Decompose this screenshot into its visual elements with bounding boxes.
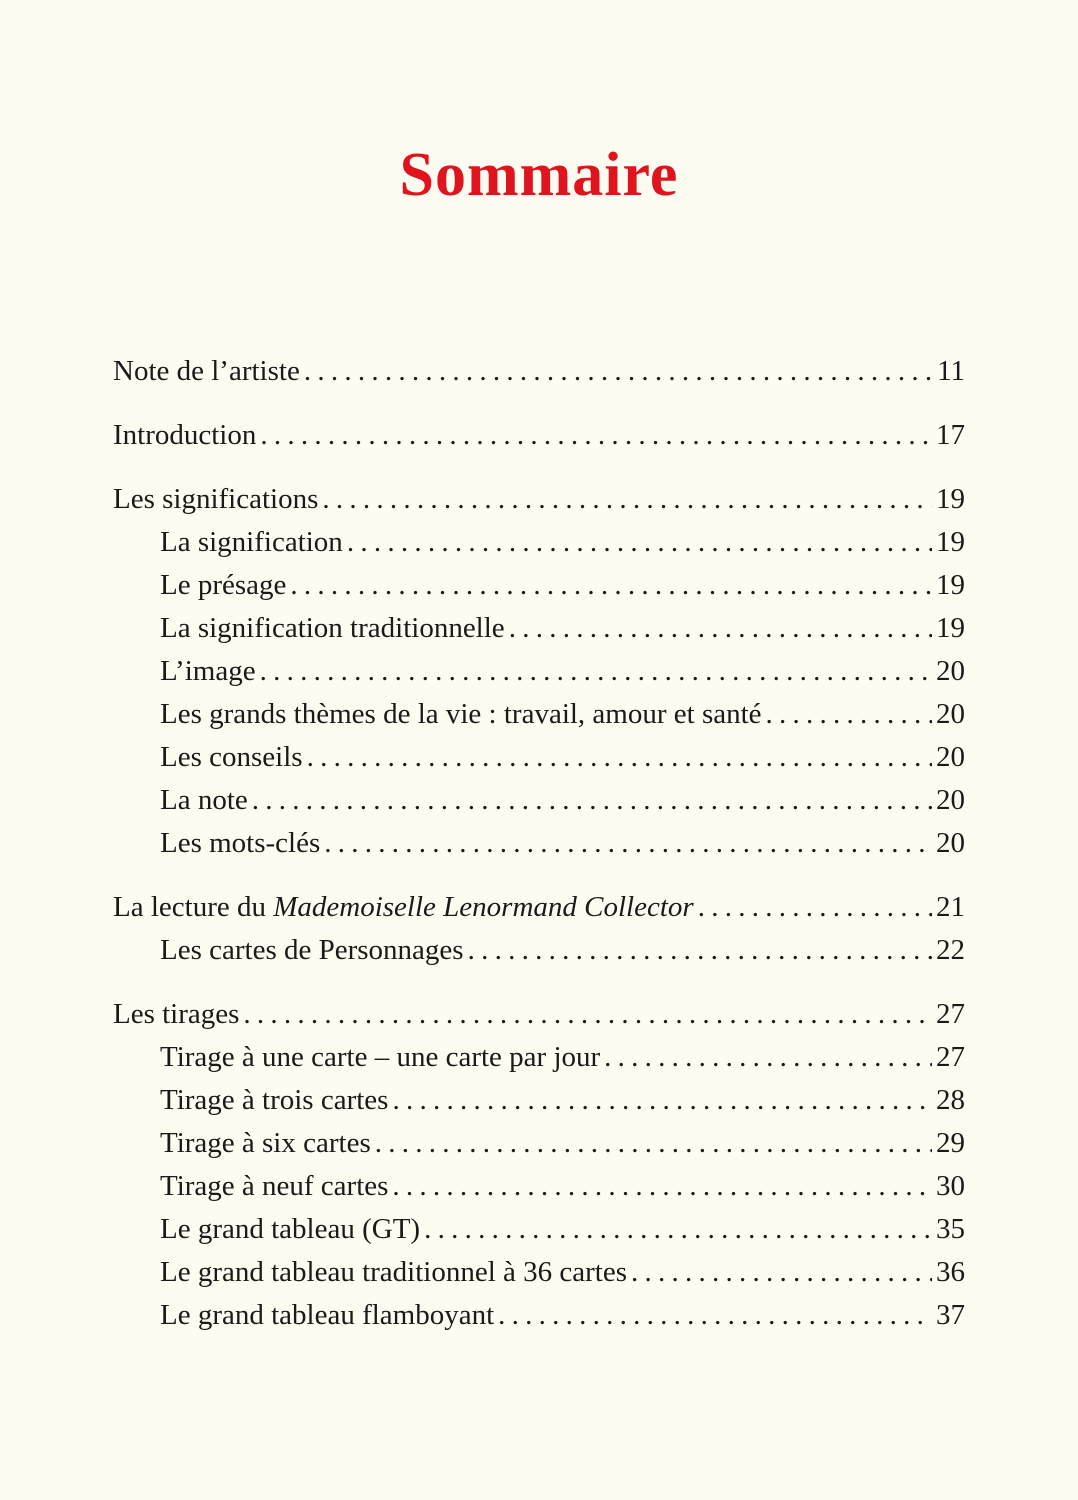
label-text: Le grand tableau traditionnel à 36 cartes [160, 1256, 628, 1288]
label-text: L’image [160, 655, 256, 687]
toc-entry-label [113, 886, 694, 929]
label-text: Les cartes de Personnages [160, 934, 464, 966]
page-number: 27 [936, 1041, 965, 1073]
label-text: Le grand tableau flamboyant [160, 1299, 495, 1331]
label-text: Les conseils [160, 741, 303, 773]
toc-subentry[interactable] [113, 1122, 965, 1165]
toc-entry-label [160, 779, 248, 822]
toc-subentry[interactable] [113, 1208, 965, 1251]
page-number: 27 [936, 998, 965, 1030]
label-text: La note [160, 784, 248, 816]
label-text: Les tirages [113, 998, 240, 1030]
label-text: Note de l’artiste [113, 355, 300, 387]
toc-entry-label [160, 607, 505, 650]
page-number: 19 [936, 612, 965, 644]
label-text: Tirage à neuf cartes [160, 1170, 389, 1202]
leader-dots [498, 1294, 932, 1337]
toc-subentry[interactable] [113, 1294, 965, 1337]
toc-entry-label [113, 414, 256, 457]
leader-dots [290, 564, 932, 607]
leader-dots [324, 822, 932, 865]
toc-subentry[interactable] [113, 1079, 965, 1122]
page-number: 36 [936, 1256, 965, 1288]
toc-subentry[interactable] [113, 693, 965, 736]
label-text: La signification traditionnelle [160, 612, 505, 644]
toc-entry-label [160, 1294, 494, 1337]
toc-section-entry[interactable] [113, 350, 965, 393]
toc-entry-label [113, 993, 239, 1036]
label-text: Les significations [113, 483, 319, 515]
toc-entry-label [160, 1122, 371, 1165]
toc-entry-label [113, 350, 300, 393]
toc-subentry[interactable] [113, 521, 965, 564]
toc-subentry[interactable] [113, 1251, 965, 1294]
toc-entry-label [160, 822, 320, 865]
page-number: 11 [937, 355, 965, 387]
toc-entry-label [160, 1036, 600, 1079]
label-text: La signification [160, 526, 343, 558]
toc-subentry[interactable] [113, 736, 965, 779]
label-text: Tirage à six cartes [160, 1127, 371, 1159]
toc-subentry[interactable] [113, 650, 965, 693]
toc-section-entry[interactable] [113, 414, 965, 457]
leader-dots [243, 993, 932, 1036]
toc-entry-label [160, 929, 464, 972]
table-of-contents [113, 350, 965, 1337]
label-italic-text: Mademoiselle Lenormand Collector [273, 891, 694, 923]
toc-subentry[interactable] [113, 929, 965, 972]
page-title: Sommaire [399, 141, 679, 209]
page-number: 19 [936, 526, 965, 558]
toc-entry-label [160, 1079, 388, 1122]
page-number: 20 [936, 784, 965, 816]
leader-dots [604, 1036, 932, 1079]
toc-subentry[interactable] [113, 1165, 965, 1208]
page-number: 19 [936, 569, 965, 601]
page-number: 28 [936, 1084, 965, 1116]
label-text: Introduction [113, 419, 257, 451]
toc-section-entry[interactable] [113, 993, 965, 1036]
toc-subentry[interactable] [113, 822, 965, 865]
leader-dots [631, 1251, 932, 1294]
label-text: Les grands thèmes de la vie : travail, amour et santé [160, 698, 762, 730]
page-number: 37 [936, 1299, 965, 1331]
toc-entry-label [160, 521, 343, 564]
leader-dots [307, 736, 932, 779]
leader-dots [468, 929, 932, 972]
page-number: 29 [936, 1127, 965, 1159]
leader-dots [766, 693, 932, 736]
leader-dots [375, 1122, 932, 1165]
toc-section-entry[interactable] [113, 478, 965, 521]
page-number: 22 [936, 934, 965, 966]
page-number: 21 [936, 891, 965, 923]
leader-dots [392, 1165, 932, 1208]
leader-dots [260, 650, 932, 693]
leader-dots [252, 779, 932, 822]
toc-entry-label [160, 1165, 388, 1208]
toc-subentry[interactable] [113, 607, 965, 650]
label-text: Tirage à trois cartes [160, 1084, 389, 1116]
leader-dots [698, 886, 932, 929]
leader-dots [424, 1208, 932, 1251]
label-text: Le grand tableau (GT) [160, 1213, 421, 1245]
page-number: 20 [936, 827, 965, 859]
label-text: La lecture du [113, 891, 274, 923]
leader-dots [509, 607, 932, 650]
page-number: 17 [936, 419, 965, 451]
page-number: 20 [936, 741, 965, 773]
toc-entry-label [160, 693, 762, 736]
toc-entry-label [160, 650, 256, 693]
toc-subentry[interactable] [113, 779, 965, 822]
page-number: 30 [936, 1170, 965, 1202]
toc-entry-label [160, 1251, 627, 1294]
toc-subentry[interactable] [113, 1036, 965, 1079]
label-text: Les mots-clés [160, 827, 321, 859]
label-text: Tirage à une carte – une carte par jour [160, 1041, 601, 1073]
page-number: 20 [936, 698, 965, 730]
page-number: 19 [936, 483, 965, 515]
page-number: 35 [936, 1213, 965, 1245]
leader-dots [347, 521, 932, 564]
toc-entry-label [160, 1208, 420, 1251]
toc-entry-label [160, 736, 303, 779]
label-text: Le présage [160, 569, 287, 601]
leader-dots [260, 414, 932, 457]
leader-dots [392, 1079, 932, 1122]
toc-subentry[interactable] [113, 564, 965, 607]
toc-section-entry[interactable] [113, 886, 965, 929]
leader-dots [304, 350, 933, 393]
toc-entry-label [113, 478, 318, 521]
toc-entry-label [160, 564, 286, 607]
page-number: 20 [936, 655, 965, 687]
leader-dots [322, 478, 932, 521]
